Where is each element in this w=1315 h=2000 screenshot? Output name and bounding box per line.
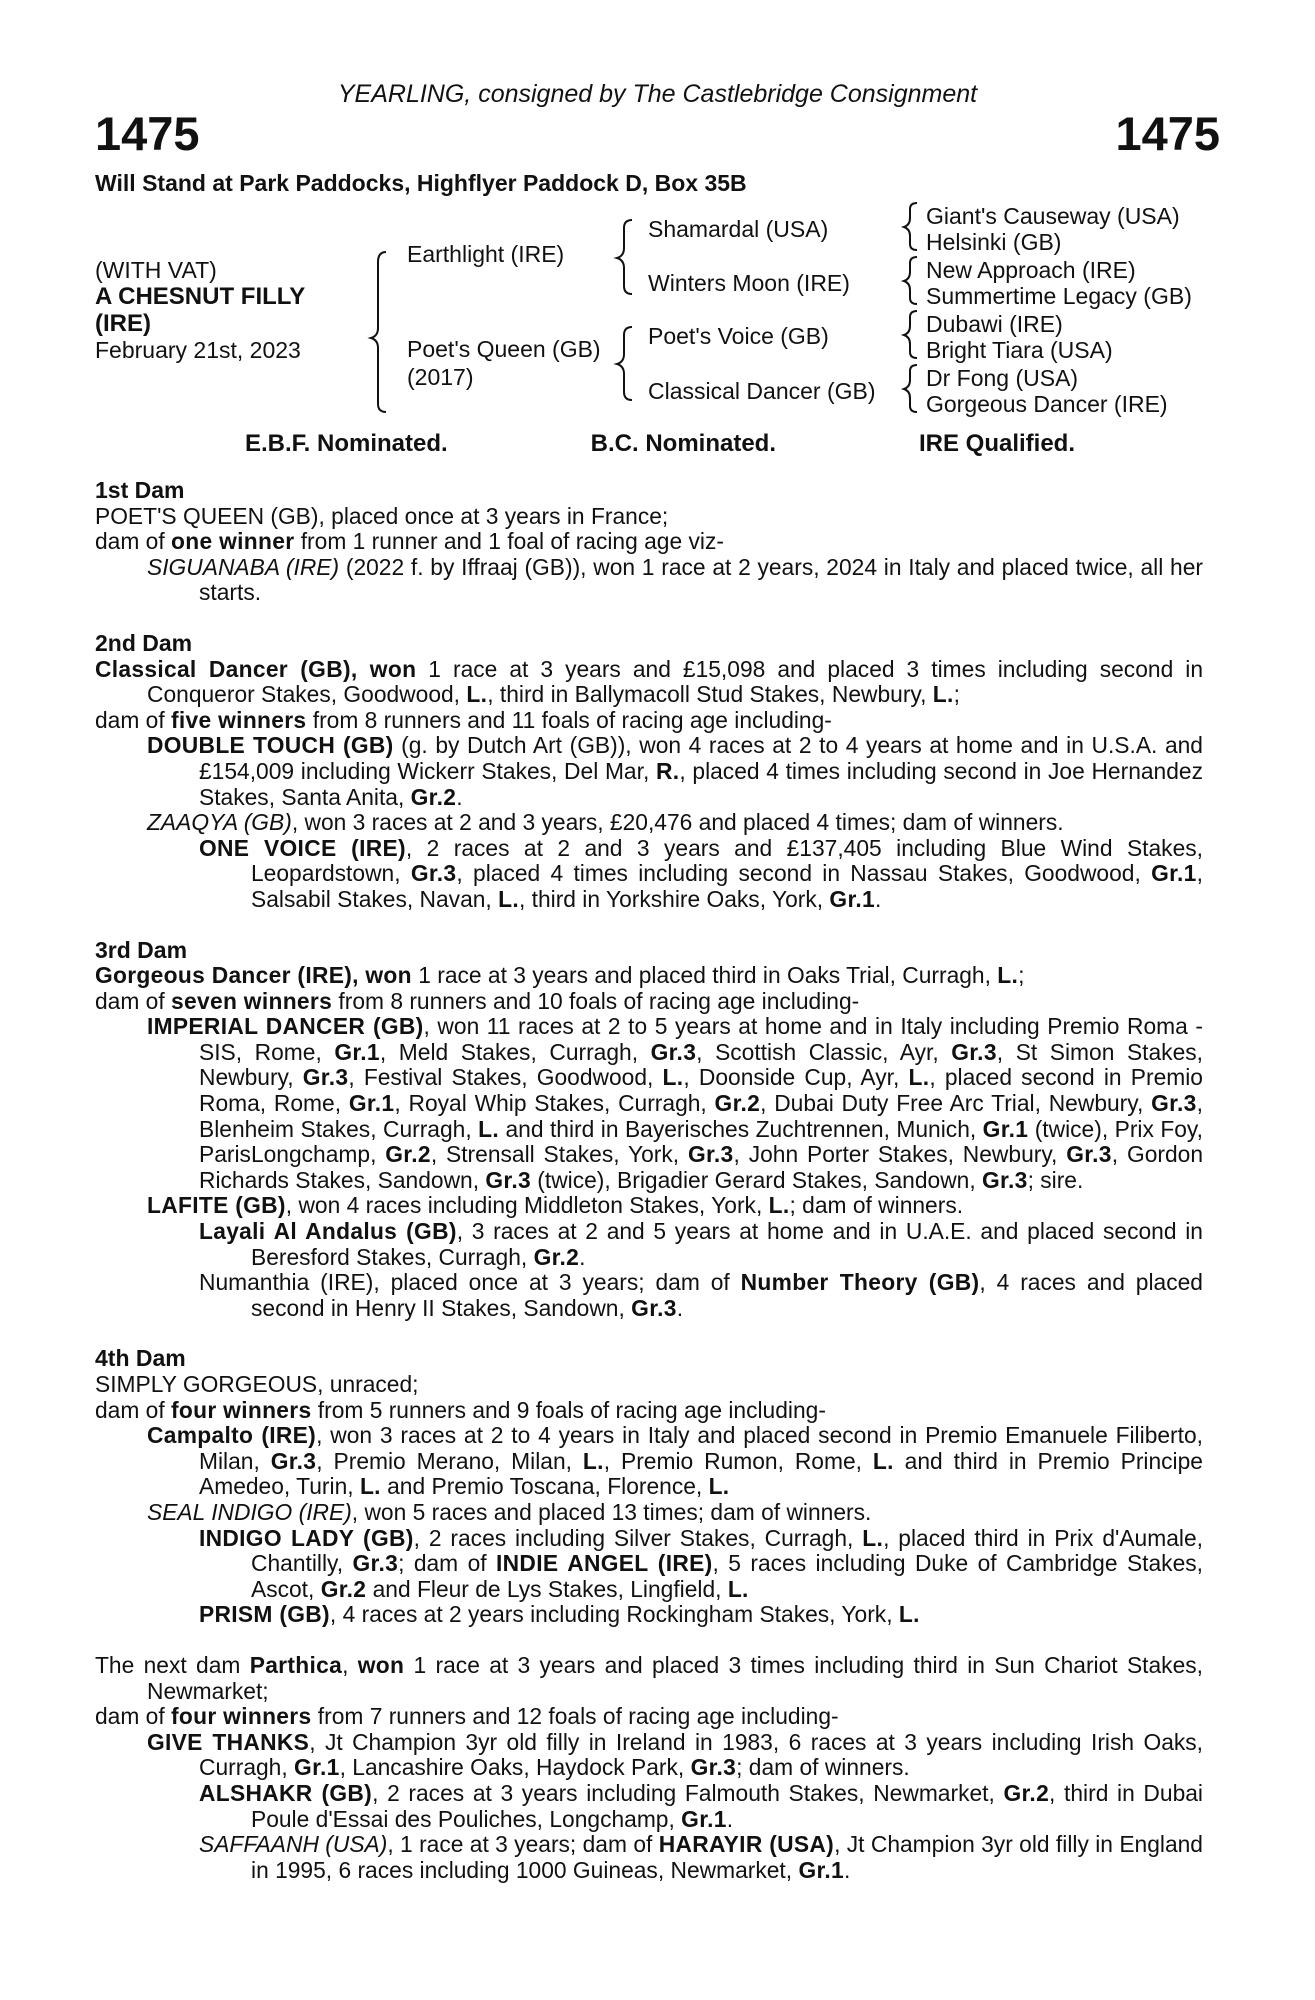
nominations (245, 430, 1075, 458)
produce-entry: PRISM (GB), 4 races at 2 years including Rockingham Stakes, York, L. (199, 1601, 920, 1628)
subject-vat: (WITH VAT) (95, 257, 217, 283)
produce-entry: SEAL INDIGO (IRE), won 5 races and placed 13 times; dam of winners. (147, 1498, 872, 1525)
dam: Poet's Queen (GB) (407, 336, 601, 362)
section-heading: 3rd Dam (95, 936, 188, 963)
produce-entry: DOUBLE TOUCH (GB) (g. by Dutch Art (GB)), won 4 races at 2 to 4 years at home and in U.S.A. and £154,009 including Wickerr Stakes, Del Mar, R., placed 4 times including second in Joe Hernandez Stakes, Santa Anita, Gr.2. (147, 732, 1203, 810)
dam-produce-summary: dam of five winners from 8 runners and 11 foals of racing age including- (95, 706, 832, 733)
dam-produce-summary: dam of four winners from 7 runners and 12 foals of racing age including- (95, 1703, 839, 1730)
section-heading: 4th Dam (95, 1345, 186, 1372)
sire: Earthlight (IRE) (407, 241, 565, 267)
ancestor-8: Gorgeous Dancer (IRE) (926, 391, 1168, 417)
dam-dam: Classical Dancer (GB) (648, 378, 876, 404)
dam-sire: Poet's Voice (GB) (648, 323, 829, 349)
lot-number-right: 1475 (1115, 107, 1220, 160)
ancestor-7: Dr Fong (USA) (926, 365, 1079, 391)
dam-produce-summary: dam of one winner from 1 runner and 1 foal of racing age viz- (95, 528, 724, 555)
produce-entry: SIGUANABA (IRE) (2022 f. by Iffraaj (GB)), won 1 race at 2 years, 2024 in Italy and placed twice, all her starts. (147, 553, 1203, 606)
subject-name: A CHESNUT FILLY (95, 283, 306, 310)
produce-entry: ZAAQYA (GB), won 3 races at 2 and 3 years, £20,476 and placed 4 times; dam of winners. (147, 809, 1064, 836)
ire-qualified: IRE Qualified. (918, 430, 1075, 457)
ancestor-4: Summertime Legacy (GB) (926, 283, 1192, 309)
ancestor-1: Giant's Causeway (USA) (926, 203, 1180, 229)
consignor-line: YEARLING, consigned by The Castlebridge Consignment (337, 80, 978, 108)
third-dam-section (95, 938, 1203, 1322)
fourth-dam-section (95, 1346, 1203, 1628)
produce-entry: IMPERIAL DANCER (GB), won 11 races at 2 to 5 years at home and in Italy including Premio Roma - SIS, Rome, Gr.1, Meld Stakes, Curragh, Gr.3, Scottish Classic, Ayr, Gr.3, St Simon Stakes, Newbury, Gr.3, Festival Stakes, Goodwood, L., Doonside Cup, Ayr, L., placed second in Premio Roma, Rome, Gr.1, Royal Whip Stakes, Curragh, Gr.2, Dubai Duty Free Arc Trial, Newbury, Gr.3, Blenheim Stakes, Curragh, L. and third in Bayerisches Zuchtrennen, Munich, Gr.1 (twice), Prix Foy, ParisLongchamp, Gr.2, Strensall Stakes, York, Gr.3, John Porter Stakes, Newbury, Gr.3, Gordon Richards Stakes, Sandown, Gr.3 (twice), Brigadier Gerard Stakes, Sandown, Gr.3; sire. (147, 1013, 1203, 1193)
section-heading: 2nd Dam (95, 629, 193, 656)
dam-produce-summary: dam of four winners from 5 runners and 9 foals of racing age including- (95, 1396, 826, 1423)
ancestor-2: Helsinki (GB) (926, 229, 1062, 255)
produce-entry: Campalto (IRE), won 3 races at 2 to 4 years in Italy and placed second in Premio Emanuele Filiberto, Milan, Gr.3, Premio Merano, Milan, L., Premio Rumon, Rome, L. and third in Premio Principe Amedeo, Turin, L. and Premio Toscana, Florence, L. (147, 1422, 1203, 1500)
dam-produce-summary: dam of seven winners from 8 runners and 10 foals of racing age including- (95, 987, 860, 1014)
next-dam-section (95, 1653, 1203, 1883)
lot-number-left: 1475 (95, 107, 200, 160)
produce-entry: ALSHAKR (GB), 2 races at 3 years including Falmouth Stakes, Newmarket, Gr.2, third in Dubai Poule d'Essai des Pouliches, Longchamp, Gr.1. (199, 1779, 1203, 1832)
dam-line: POET'S QUEEN (GB), placed once at 3 years in France; (95, 502, 669, 529)
stand-location: Will Stand at Park Paddocks, Highflyer Paddock D, Box 35B (95, 170, 747, 196)
second-dam-section (95, 631, 1203, 913)
section-heading: 1st Dam (95, 477, 185, 503)
dam-line: Classical Dancer (GB), won 1 race at 3 years and £15,098 and placed 3 times including second in Conqueror Stakes, Goodwood, L., third in Ballymacoll Stud Stakes, Newbury, L.; (95, 655, 1204, 708)
produce-entry: ONE VOICE (IRE), 2 races at 2 and 3 years and £137,405 including Blue Wind Stakes, Leopardstown, Gr.3, placed 4 times including second in Nassau Stakes, Goodwood, Gr.1, Salsabil Stakes, Navan, L., third in Yorkshire Oaks, York, Gr.1. (199, 834, 1203, 912)
bc-nomination: B.C. Nominated. (590, 430, 776, 457)
dam-year: (2017) (407, 364, 474, 390)
sire-sire: Shamardal (USA) (648, 216, 829, 242)
dam-line: Gorgeous Dancer (IRE), won 1 race at 3 years and placed third in Oaks Trial, Curragh, L.; (95, 962, 1025, 989)
catalogue-body (95, 478, 1203, 1908)
produce-entry: INDIGO LADY (GB), 2 races including Silver Stakes, Curragh, L., placed third in Prix d'Aumale, Chantilly, Gr.3; dam of INDIE ANGEL (IRE), 5 races including Duke of Cambridge Stakes, Ascot, Gr.2 and Fleur de Lys Stakes, Lingfield, L. (199, 1524, 1203, 1602)
dam-line: The next dam Parthica, won 1 race at 3 years and placed 3 times including third in Sun Chariot Stakes, Newmarket; (95, 1651, 1203, 1704)
dam-line: SIMPLY GORGEOUS, unraced; (95, 1371, 419, 1397)
subject-name-origin: (IRE) (95, 310, 151, 337)
first-dam-section (95, 478, 1203, 606)
produce-entry: GIVE THANKS, Jt Champion 3yr old filly in Ireland in 1983, 6 races at 3 years including Irish Oaks, Curragh, Gr.1, Lancashire Oaks, Haydock Park, Gr.3; dam of winners. (147, 1728, 1204, 1781)
produce-entry: SAFFAANH (USA), 1 race at 3 years; dam of HARAYIR (USA), Jt Champion 3yr old filly in England in 1995, 6 races including 1000 Guineas, Newmarket, Gr.1. (199, 1831, 1203, 1883)
produce-entry: LAFITE (GB), won 4 races including Middleton Stakes, York, L.; dam of winners. (147, 1192, 964, 1219)
ancestor-3: New Approach (IRE) (926, 257, 1136, 283)
produce-entry: Numanthia (IRE), placed once at 3 years; dam of Number Theory (GB), 4 races and placed second in Henry II Stakes, Sandown, Gr.3. (199, 1269, 1203, 1321)
ancestor-6: Bright Tiara (USA) (926, 337, 1113, 363)
sire-dam: Winters Moon (IRE) (648, 270, 850, 296)
produce-entry: Layali Al Andalus (GB), 3 races at 2 and 5 years at home and in U.A.E. and placed second in Beresford Stakes, Curragh, Gr.2. (199, 1218, 1203, 1270)
ebf-nomination: E.B.F. Nominated. (245, 430, 448, 457)
ancestor-5: Dubawi (IRE) (926, 311, 1063, 337)
subject-foaled: February 21st, 2023 (95, 337, 301, 363)
